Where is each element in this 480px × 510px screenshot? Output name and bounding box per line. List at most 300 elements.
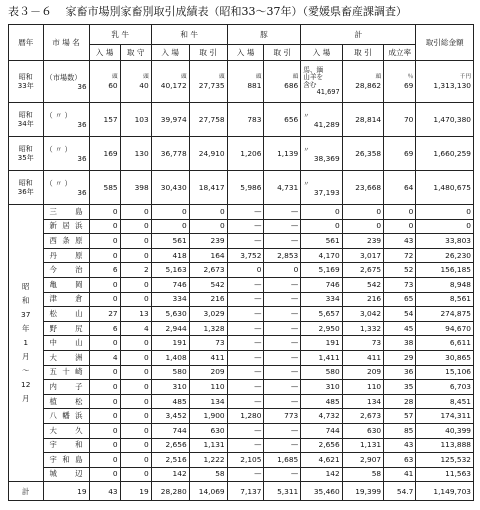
market-value-cell: 142 [301, 467, 342, 482]
market-value-cell: 6 [89, 321, 120, 336]
market-value-cell: 209 [189, 365, 227, 380]
market-value-cell: 1,131 [189, 438, 227, 453]
market-value-cell: 35 [384, 380, 416, 395]
market-value-cell: 5,657 [301, 307, 342, 322]
market-value-cell: — [264, 380, 301, 395]
market-value-cell: 2,673 [189, 263, 227, 278]
value-cell: 26,358 [342, 137, 383, 171]
market-value-cell: — [264, 219, 301, 234]
market-value-cell: 0 [227, 263, 264, 278]
value-cell: 23,668 [342, 171, 383, 205]
market-value-cell: 0 [120, 336, 151, 351]
market-value-cell: 156,185 [416, 263, 474, 278]
market-count-value: 36 [77, 81, 87, 91]
market-value-cell: 2,105 [227, 453, 264, 468]
market-name: 松山 [43, 307, 89, 322]
market-value-cell: 43 [384, 234, 416, 249]
market-value-cell: — [227, 365, 264, 380]
market-value-cell: 0 [89, 438, 120, 453]
market-value-cell: 216 [342, 292, 383, 307]
market-value-cell: 0 [120, 219, 151, 234]
total-market-count: 19 [43, 482, 89, 501]
market-value-cell: 38 [384, 336, 416, 351]
market-value-cell: 0 [120, 248, 151, 263]
market-rows [9, 205, 474, 482]
market-value-cell: 4,621 [301, 453, 342, 468]
market-row [9, 292, 474, 307]
year-row [9, 137, 474, 171]
period-label-char: 年 [22, 324, 30, 334]
market-value-cell: — [227, 394, 264, 409]
market-value-cell: 0 [120, 350, 151, 365]
market-transaction-table [8, 24, 474, 501]
period-label-char: 月 [22, 352, 30, 362]
market-value-cell: — [264, 234, 301, 249]
market-value-cell: 33,803 [416, 234, 474, 249]
market-value-cell: — [227, 205, 264, 220]
market-name: 大洲 [43, 350, 89, 365]
market-value-cell: 30,865 [416, 350, 474, 365]
value-cell: 1,139 [264, 137, 301, 171]
market-value-cell: 334 [151, 292, 189, 307]
market-value-cell: 0 [151, 219, 189, 234]
market-name: 八幡浜 [43, 409, 89, 424]
market-value-cell: 0 [89, 292, 120, 307]
market-value-cell: 6,611 [416, 336, 474, 351]
header-sub: 取 引 [264, 45, 301, 61]
value-cell: 〃 37,193 [301, 171, 342, 205]
market-value-cell: 0 [89, 219, 120, 234]
market-value-cell: 0 [89, 453, 120, 468]
header-market: 市 場 名 [43, 25, 89, 61]
market-value-cell: 63 [384, 453, 416, 468]
market-value-cell: 0 [120, 467, 151, 482]
value-cell: 頭 686 [264, 61, 301, 103]
header-sub: 成立率 [384, 45, 416, 61]
value-cell: 27,758 [189, 103, 227, 137]
market-name: 野尻 [43, 321, 89, 336]
market-value-cell: — [227, 321, 264, 336]
market-name: 三島 [43, 205, 89, 220]
period-label-char: 和 [22, 296, 30, 306]
value-cell: 頭 881 [227, 61, 264, 103]
market-value-cell: 239 [189, 234, 227, 249]
total-label: 計 [9, 482, 44, 501]
market-value-cell: 5,169 [301, 263, 342, 278]
total-cell: 5,311 [264, 482, 301, 501]
market-value-cell: 746 [301, 277, 342, 292]
market-value-cell: 11,563 [416, 467, 474, 482]
market-value-cell: 1,332 [342, 321, 383, 336]
header-total-group: 計 [301, 25, 416, 45]
market-value-cell: 310 [151, 380, 189, 395]
market-row [9, 321, 474, 336]
value-cell: 24,910 [189, 137, 227, 171]
market-value-cell: — [264, 350, 301, 365]
market-value-cell: 0 [120, 394, 151, 409]
market-row [9, 438, 474, 453]
market-value-cell: — [264, 336, 301, 351]
market-value-cell: — [264, 307, 301, 322]
market-name: 植松 [43, 394, 89, 409]
market-value-cell: 630 [342, 423, 383, 438]
market-value-cell: 73 [384, 277, 416, 292]
market-value-cell: 773 [264, 409, 301, 424]
market-row [9, 219, 474, 234]
total-cell: 28,280 [151, 482, 189, 501]
period-label-char: 月 [22, 394, 30, 404]
market-row [9, 467, 474, 482]
year-era: 昭和 [18, 72, 33, 81]
market-value-cell: — [227, 234, 264, 249]
market-value-cell: 5,630 [151, 307, 189, 322]
market-value-cell: 630 [189, 423, 227, 438]
market-row [9, 453, 474, 468]
market-value-cell: 3,042 [342, 307, 383, 322]
market-value-cell: 0 [189, 205, 227, 220]
total-cell: 19,399 [342, 482, 383, 501]
market-value-cell: 0 [89, 423, 120, 438]
market-value-cell: 0 [120, 438, 151, 453]
value-cell: 169 [89, 137, 120, 171]
value-cell: 69 [384, 137, 416, 171]
market-value-cell: 0 [120, 292, 151, 307]
market-value-cell: 43 [384, 438, 416, 453]
market-value-cell: 0 [264, 263, 301, 278]
market-value-cell: 239 [342, 234, 383, 249]
market-value-cell: 72 [384, 248, 416, 263]
market-value-cell: 334 [301, 292, 342, 307]
market-count-label: （市場数） [45, 72, 82, 82]
market-row [9, 234, 474, 249]
value-cell: 30,430 [151, 171, 189, 205]
market-value-cell: 0 [89, 277, 120, 292]
market-value-cell: 0 [89, 248, 120, 263]
year-cell: 昭和 35年 [9, 137, 44, 171]
value-cell: 130 [120, 137, 151, 171]
table-caption: 家畜市場別家畜別取引成績表（昭和33～37年）（愛媛県畜産課調査） [65, 5, 407, 18]
market-value-cell: 0 [120, 423, 151, 438]
market-row [9, 205, 474, 220]
market-row [9, 277, 474, 292]
market-row [9, 350, 474, 365]
market-value-cell: 216 [189, 292, 227, 307]
market-name: 城辺 [43, 467, 89, 482]
market-value-cell: — [264, 438, 301, 453]
market-value-cell: 65 [384, 292, 416, 307]
value-cell: 398 [120, 171, 151, 205]
market-value-cell: — [227, 277, 264, 292]
total-cell: 1,149,703 [416, 482, 474, 501]
market-value-cell: 0 [89, 234, 120, 249]
market-value-cell: 0 [189, 219, 227, 234]
market-value-cell: 0 [384, 205, 416, 220]
market-name: 中山 [43, 336, 89, 351]
market-value-cell: 0 [342, 219, 383, 234]
market-value-cell: 580 [151, 365, 189, 380]
period-label-char: 12 [21, 380, 31, 390]
market-name: 今治 [43, 263, 89, 278]
market-value-cell: 28 [384, 394, 416, 409]
market-value-cell: — [227, 292, 264, 307]
value-cell: 頭 40 [120, 61, 151, 103]
market-value-cell: 0 [89, 394, 120, 409]
market-value-cell: 0 [120, 409, 151, 424]
market-name: 宇和 [43, 438, 89, 453]
market-value-cell: 0 [89, 409, 120, 424]
market-value-cell: 485 [301, 394, 342, 409]
market-row [9, 409, 474, 424]
market-value-cell: 8,948 [416, 277, 474, 292]
market-value-cell: 2,944 [151, 321, 189, 336]
market-value-cell: 411 [342, 350, 383, 365]
value-cell: 〃 41,289 [301, 103, 342, 137]
market-value-cell: 0 [89, 467, 120, 482]
market-name: 大久 [43, 423, 89, 438]
market-value-cell: 1,280 [227, 409, 264, 424]
market-value-cell: 58 [189, 467, 227, 482]
market-value-cell: 0 [301, 219, 342, 234]
header-dairy-cattle: 乳 牛 [89, 25, 151, 45]
market-value-cell: 746 [151, 277, 189, 292]
market-value-cell: 0 [120, 365, 151, 380]
market-value-cell: — [227, 380, 264, 395]
market-value-cell: 36 [384, 365, 416, 380]
year-row [9, 103, 474, 137]
market-row [9, 248, 474, 263]
market-value-cell: 1,685 [264, 453, 301, 468]
market-value-cell: 0 [384, 219, 416, 234]
market-name: 丹原 [43, 248, 89, 263]
value-cell: 4,731 [264, 171, 301, 205]
market-name: 宇和島 [43, 453, 89, 468]
market-value-cell: 5,163 [151, 263, 189, 278]
value-cell: 39,974 [151, 103, 189, 137]
value-cell: 64 [384, 171, 416, 205]
market-value-cell: 3,029 [189, 307, 227, 322]
market-value-cell: 8,451 [416, 394, 474, 409]
market-row [9, 365, 474, 380]
header-sub: 取 引 [342, 45, 383, 61]
market-value-cell: 15,106 [416, 365, 474, 380]
market-value-cell: — [227, 307, 264, 322]
total-cell: 7,137 [227, 482, 264, 501]
header-sub: 取 引 [189, 45, 227, 61]
header-year: 暦年 [9, 25, 44, 61]
year-cell: 昭和 36年 [9, 171, 44, 205]
market-value-cell: 2,907 [342, 453, 383, 468]
market-value-cell: 2 [120, 263, 151, 278]
market-value-cell: 2,853 [264, 248, 301, 263]
market-value-cell: 0 [89, 365, 120, 380]
market-value-cell: 94,670 [416, 321, 474, 336]
market-value-cell: 125,532 [416, 453, 474, 468]
value-cell: 585 [89, 171, 120, 205]
market-value-cell: 58 [342, 467, 383, 482]
market-value-cell: 142 [151, 467, 189, 482]
total-cell: 54.7 [384, 482, 416, 501]
market-value-cell: 134 [342, 394, 383, 409]
market-value-cell: 191 [151, 336, 189, 351]
value-cell: 70 [384, 103, 416, 137]
market-row [9, 336, 474, 351]
market-value-cell: 134 [189, 394, 227, 409]
market-value-cell: 0 [120, 380, 151, 395]
market-value-cell: 0 [120, 234, 151, 249]
market-value-cell: 45 [384, 321, 416, 336]
market-value-cell: 0 [89, 380, 120, 395]
value-cell: 103 [120, 103, 151, 137]
total-cell: 14,069 [189, 482, 227, 501]
market-value-cell: 542 [342, 277, 383, 292]
value-cell: 頭 27,735 [189, 61, 227, 103]
market-value-cell: 164 [189, 248, 227, 263]
header-sub: 入 場 [89, 45, 120, 61]
market-value-cell: 27 [89, 307, 120, 322]
value-cell: 頭 40,172 [151, 61, 189, 103]
market-value-cell: 3,452 [151, 409, 189, 424]
market-value-cell: 29 [384, 350, 416, 365]
year-cell [9, 61, 44, 103]
market-value-cell: 0 [89, 205, 120, 220]
year-row [9, 61, 474, 103]
entry-total-note-cell: 馬、緬 山羊を 含む 41,697 [301, 61, 342, 103]
market-row [9, 380, 474, 395]
market-value-cell: 26,230 [416, 248, 474, 263]
market-value-cell: — [264, 365, 301, 380]
market-value-cell: 274,875 [416, 307, 474, 322]
market-value-cell: 4 [120, 321, 151, 336]
market-value-cell: 1,131 [342, 438, 383, 453]
market-value-cell: 73 [342, 336, 383, 351]
market-value-cell: — [227, 467, 264, 482]
market-value-cell: 113,888 [416, 438, 474, 453]
header-wagyu: 和 牛 [151, 25, 227, 45]
market-value-cell: 174,311 [416, 409, 474, 424]
market-value-cell: — [227, 438, 264, 453]
value-cell: 18,417 [189, 171, 227, 205]
market-value-cell: 2,675 [342, 263, 383, 278]
market-value-cell: 54 [384, 307, 416, 322]
period-label-char: ～ [22, 366, 30, 376]
market-value-cell: — [227, 350, 264, 365]
value-cell: 1,470,380 [416, 103, 474, 137]
value-cell: ％ 69 [384, 61, 416, 103]
market-value-cell: 1,328 [189, 321, 227, 336]
market-value-cell: 110 [342, 380, 383, 395]
year-value: 33年 [17, 81, 34, 90]
total-row [9, 482, 474, 501]
market-value-cell: — [264, 467, 301, 482]
market-value-cell: — [264, 321, 301, 336]
market-value-cell: 0 [416, 219, 474, 234]
header-sub: 入 場 [301, 45, 342, 61]
market-value-cell: 4,170 [301, 248, 342, 263]
year-cell: 昭和 34年 [9, 103, 44, 137]
market-value-cell: — [264, 292, 301, 307]
market-value-cell: — [227, 423, 264, 438]
market-value-cell: 4 [89, 350, 120, 365]
market-value-cell: — [264, 205, 301, 220]
year-row [9, 171, 474, 205]
value-cell: 千円 1,313,130 [416, 61, 474, 103]
market-value-cell: 485 [151, 394, 189, 409]
market-value-cell: 2,950 [301, 321, 342, 336]
market-name: 内子 [43, 380, 89, 395]
header-total-amount: 取引総金額 [416, 25, 474, 61]
market-value-cell: 6,703 [416, 380, 474, 395]
market-value-cell: 2,656 [151, 438, 189, 453]
value-cell: 1,660,259 [416, 137, 474, 171]
market-value-cell: — [227, 219, 264, 234]
market-value-cell: 0 [120, 277, 151, 292]
period-label-char: 昭 [22, 282, 30, 292]
header-sub: 入 場 [151, 45, 189, 61]
market-name: 西条原 [43, 234, 89, 249]
market-value-cell: 0 [120, 205, 151, 220]
market-value-cell: 561 [151, 234, 189, 249]
market-value-cell: 52 [384, 263, 416, 278]
market-value-cell: 310 [301, 380, 342, 395]
market-value-cell: 0 [151, 205, 189, 220]
period-label-char: 37 [21, 310, 31, 320]
value-cell: 頭 28,862 [342, 61, 383, 103]
market-value-cell: 0 [120, 453, 151, 468]
market-count-cell: （ 〃 ） 36 [43, 103, 89, 137]
market-row [9, 307, 474, 322]
market-value-cell: 418 [151, 248, 189, 263]
period-label-char: 1 [23, 338, 29, 348]
market-value-cell: — [264, 423, 301, 438]
market-count-cell: （ 〃 ） 36 [43, 171, 89, 205]
value-cell: 頭 60 [89, 61, 120, 103]
market-value-cell: 57 [384, 409, 416, 424]
market-value-cell: 2,516 [151, 453, 189, 468]
market-value-cell: 411 [189, 350, 227, 365]
market-value-cell: 3,752 [227, 248, 264, 263]
value-cell: 1,206 [227, 137, 264, 171]
market-value-cell: 6 [89, 263, 120, 278]
market-value-cell: 580 [301, 365, 342, 380]
header-sub: 取 守 [120, 45, 151, 61]
market-count-cell [43, 61, 89, 103]
market-value-cell: 2,656 [301, 438, 342, 453]
market-value-cell: 1,411 [301, 350, 342, 365]
market-value-cell: — [264, 394, 301, 409]
market-value-cell: 85 [384, 423, 416, 438]
header-row-groups [9, 25, 474, 45]
value-cell: 656 [264, 103, 301, 137]
market-value-cell: 0 [416, 205, 474, 220]
market-value-cell: 110 [189, 380, 227, 395]
market-value-cell: 41 [384, 467, 416, 482]
period-label-cell [9, 205, 44, 482]
market-value-cell: 2,673 [342, 409, 383, 424]
market-value-cell: 73 [189, 336, 227, 351]
market-name: 津倉 [43, 292, 89, 307]
value-cell: 28,814 [342, 103, 383, 137]
value-cell: 5,986 [227, 171, 264, 205]
table-number: 表３－６ [8, 5, 52, 18]
market-name: 亀岡 [43, 277, 89, 292]
market-value-cell: 4,732 [301, 409, 342, 424]
market-value-cell: 8,561 [416, 292, 474, 307]
market-value-cell: 744 [151, 423, 189, 438]
market-count-cell: （ 〃 ） 36 [43, 137, 89, 171]
market-value-cell: 0 [301, 205, 342, 220]
market-value-cell: — [227, 336, 264, 351]
table-title [8, 3, 478, 21]
